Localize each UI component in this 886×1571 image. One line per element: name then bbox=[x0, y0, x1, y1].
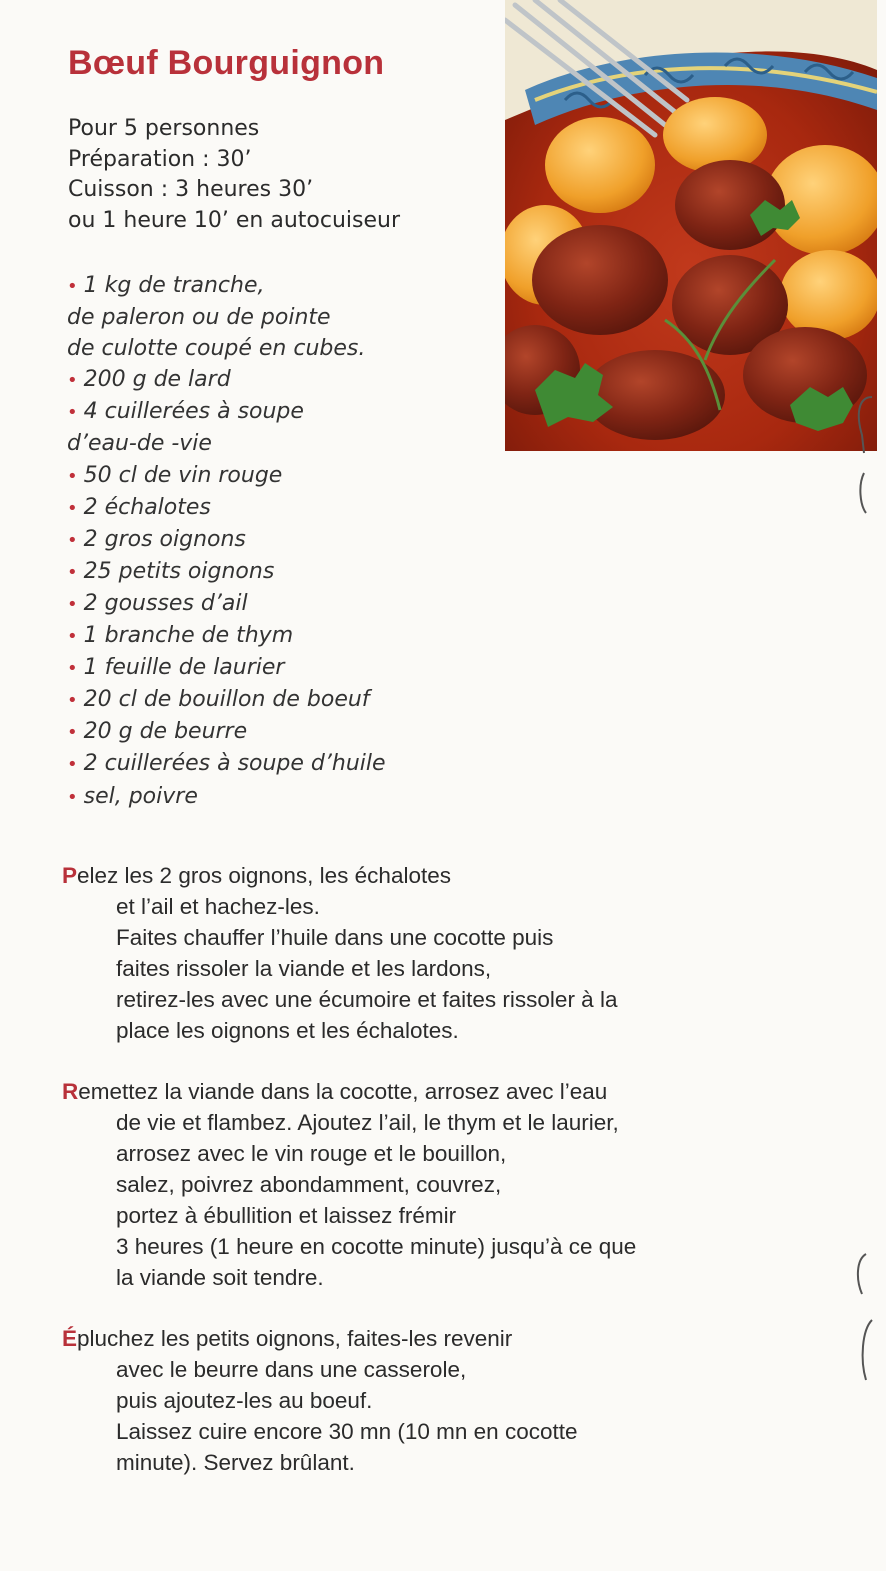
step-line: Laissez cuire encore 30 mn (10 mn en cocotte bbox=[116, 1419, 578, 1444]
bullet-icon: • bbox=[67, 370, 78, 392]
step-dropcap: É bbox=[62, 1326, 78, 1351]
ingredient-text: 1 branche de thym bbox=[83, 623, 294, 649]
step-line: la viande soit tendre. bbox=[116, 1265, 324, 1290]
step-line: place les oignons et les échalotes. bbox=[116, 1018, 459, 1043]
ingredient-text: de culotte coupé en cubes. bbox=[67, 336, 366, 362]
dish-photo bbox=[505, 0, 877, 451]
ingredient-text: sel, poivre bbox=[83, 783, 198, 809]
ingredient-text: 2 cuillerées à soupe d’huile bbox=[83, 751, 386, 777]
bullet-icon: • bbox=[67, 786, 78, 808]
ingredient-text: 1 kg de tranche, bbox=[83, 273, 265, 298]
ingredient-item bbox=[67, 270, 386, 302]
step-line: puis ajoutez-les au boeuf. bbox=[116, 1388, 373, 1413]
pressure-cooker-time-text: ou 1 heure 10’ en autocuiseur bbox=[68, 207, 400, 233]
ingredient-item bbox=[67, 620, 386, 652]
ingredient-item bbox=[67, 428, 386, 459]
step-line: portez à ébullition et laissez frémir bbox=[116, 1203, 457, 1228]
step-line: avec le beurre dans une casserole, bbox=[116, 1357, 467, 1382]
step-line: 3 heures (1 heure en cocotte minute) jusqu’à ce que bbox=[116, 1234, 637, 1259]
bullet-icon: • bbox=[67, 276, 78, 297]
prep-time-text: Préparation : 30’ bbox=[68, 146, 252, 172]
ingredient-item bbox=[67, 781, 386, 813]
ingredient-text: 200 g de lard bbox=[83, 367, 231, 393]
ingredient-text: d’eau-de -vie bbox=[67, 431, 212, 457]
step-line: minute). Servez brûlant. bbox=[116, 1450, 355, 1475]
bullet-icon: • bbox=[67, 497, 78, 519]
ingredient-text: 25 petits oignons bbox=[83, 558, 275, 584]
step-line: arrosez avec le vin rouge et le bouillon, bbox=[116, 1141, 507, 1166]
ingredient-text: 2 gousses d’ail bbox=[83, 590, 248, 616]
recipe-meta bbox=[68, 114, 400, 236]
instruction-step bbox=[62, 1323, 842, 1478]
step-line: Faites chauffer l’huile dans une cocotte puis bbox=[116, 925, 554, 950]
ingredient-item bbox=[67, 364, 386, 396]
step-first-line: emettez la viande dans la cocotte, arrosez avec l’eau bbox=[78, 1079, 608, 1104]
step-line: faites rissoler la viande et les lardons, bbox=[116, 956, 492, 981]
ingredient-item bbox=[67, 716, 386, 748]
bullet-icon: • bbox=[67, 529, 78, 551]
step-line: et l’ail et hachez-les. bbox=[116, 894, 320, 919]
ingredient-text: 4 cuillerées à soupe bbox=[83, 399, 304, 425]
bullet-icon: • bbox=[67, 722, 78, 744]
ingredient-item bbox=[67, 460, 386, 492]
ingredient-item bbox=[67, 588, 386, 620]
bullet-icon: • bbox=[67, 465, 78, 487]
bullet-icon: • bbox=[67, 658, 78, 680]
ingredient-list bbox=[67, 270, 386, 813]
ingredient-text: 2 échalotes bbox=[83, 494, 211, 520]
step-dropcap: R bbox=[62, 1079, 79, 1104]
ingredient-text: 20 cl de bouillon de boeuf bbox=[83, 687, 370, 713]
ingredient-item bbox=[67, 684, 386, 716]
ingredient-item bbox=[67, 302, 386, 333]
ingredient-item bbox=[67, 492, 386, 524]
step-first-line: pluchez les petits oignons, faites-les revenir bbox=[77, 1326, 513, 1351]
ingredient-item bbox=[67, 333, 386, 364]
ingredient-item bbox=[67, 556, 386, 588]
bullet-icon: • bbox=[67, 754, 78, 776]
ingredient-item bbox=[67, 396, 386, 428]
instructions bbox=[62, 860, 842, 1508]
step-line: salez, poivrez abondamment, couvrez, bbox=[116, 1172, 502, 1197]
instruction-step bbox=[62, 1076, 842, 1293]
bullet-icon: • bbox=[67, 626, 78, 648]
ingredient-item bbox=[67, 524, 386, 556]
ingredient-text: 50 cl de vin rouge bbox=[83, 462, 283, 488]
servings-text: Pour 5 personnes bbox=[68, 116, 260, 141]
binder-clip-icon bbox=[850, 395, 880, 525]
ingredient-text: 2 gros oignons bbox=[83, 526, 246, 552]
step-line: de vie et flambez. Ajoutez l’ail, le thym et le laurier, bbox=[116, 1110, 619, 1135]
ingredient-text: 20 g de beurre bbox=[83, 719, 248, 745]
binder-clip-icon bbox=[850, 1250, 880, 1390]
recipe-title: Bœuf Bourguignon bbox=[68, 44, 385, 82]
ingredient-text: 1 feuille de laurier bbox=[83, 655, 285, 681]
ingredient-item bbox=[67, 652, 386, 684]
ingredient-text: de paleron ou de pointe bbox=[67, 305, 331, 331]
bullet-icon: • bbox=[67, 690, 78, 712]
ingredient-item bbox=[67, 748, 386, 780]
step-line: retirez-les avec une écumoire et faites rissoler à la bbox=[116, 987, 618, 1012]
bullet-icon: • bbox=[67, 402, 78, 424]
dish-photo-image bbox=[505, 0, 877, 451]
step-dropcap: P bbox=[62, 863, 78, 888]
step-first-line: elez les 2 gros oignons, les échalotes bbox=[77, 863, 451, 888]
instruction-step bbox=[62, 860, 842, 1046]
bullet-icon: • bbox=[67, 561, 78, 583]
cook-time-text: Cuisson : 3 heures 30’ bbox=[68, 177, 314, 202]
bullet-icon: • bbox=[67, 593, 78, 615]
